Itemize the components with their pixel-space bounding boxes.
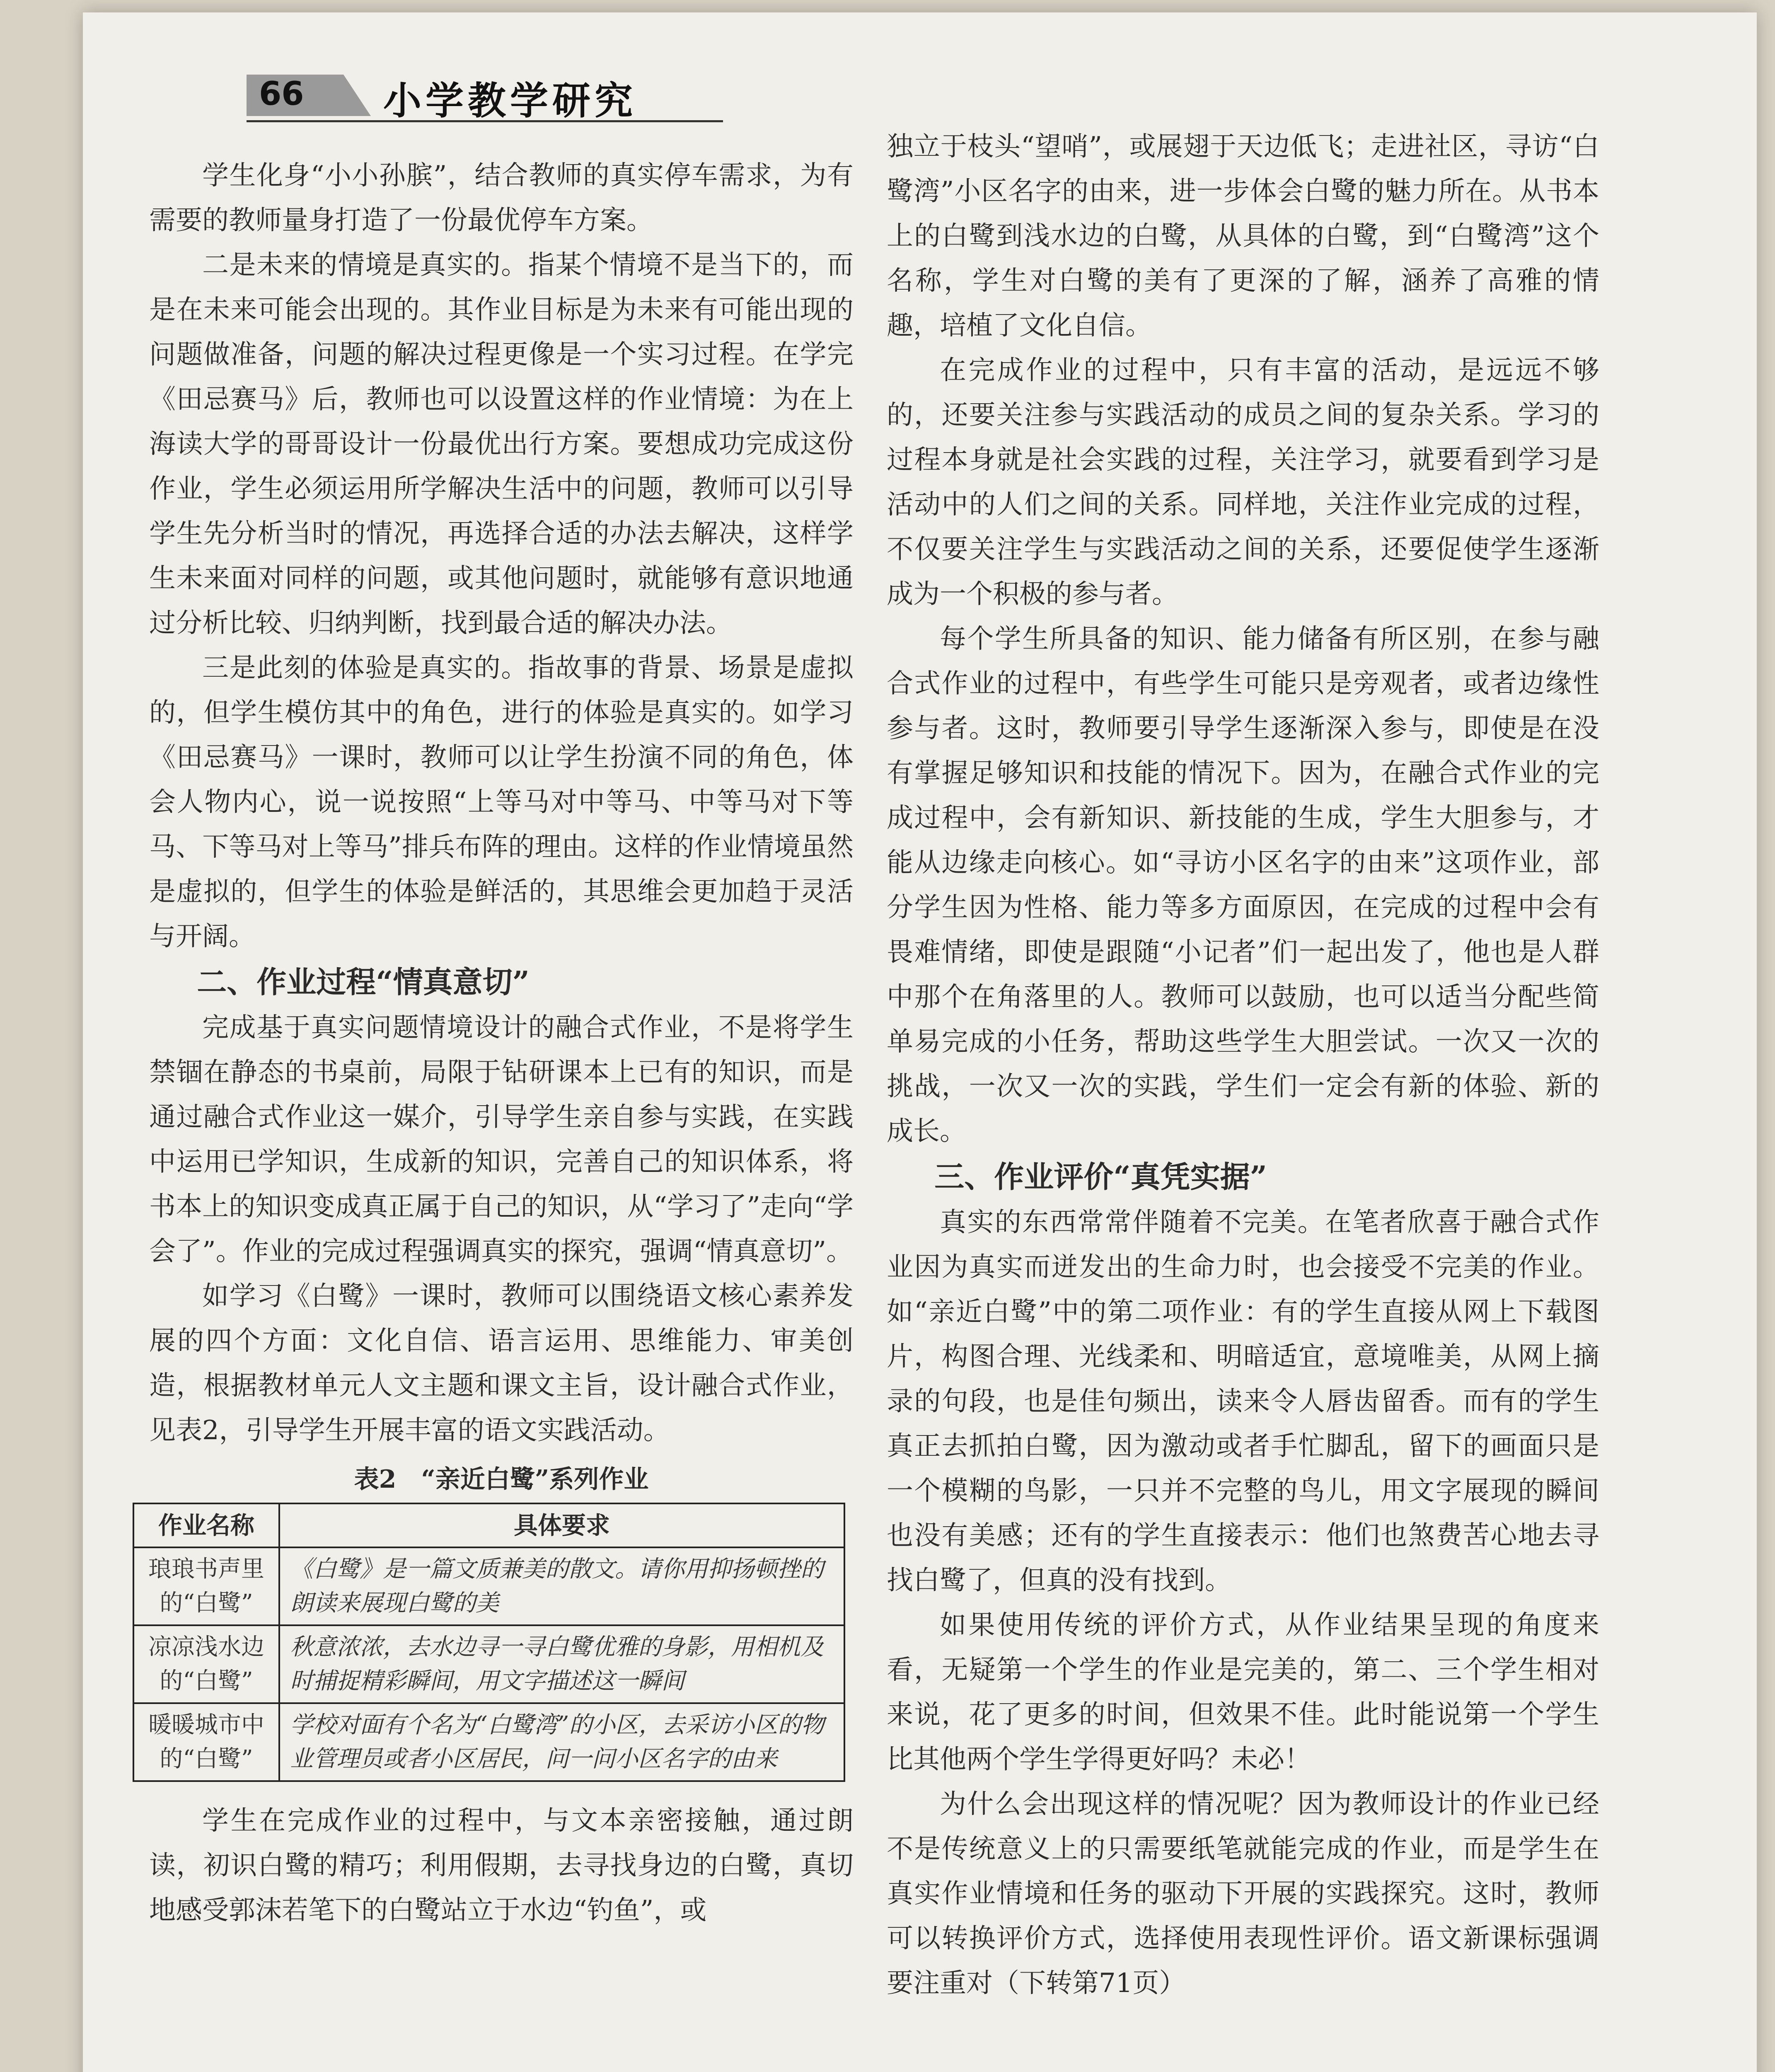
homework-requirement: 秋意浓浓，去水边寻一寻白鹭优雅的身影，用相机及时捕捉精彩瞬间，用文字描述这一瞬间 (279, 1625, 844, 1703)
page-header (247, 66, 723, 122)
column-header: 作业名称 (133, 1503, 279, 1547)
paragraph: 真实的东西常常伴随着不完美。在笔者欣喜于融合式作业因为真实而迸发出的生命力时，也会接受不完美的作业。如“亲近白鹭”中的第二项作业：有的学生直接从网上下载图片，构图合理、光线柔和、明暗适宜，意境唯美，从网上摘录的句段，也是佳句频出，读来令人唇齿留香。而有的学生真正去抓拍白鹭，因为激动或者手忙脚乱，留下的画面只是一个模糊的鸟影，一只并不完整的鸟儿，用文字展现的瞬间也没有美感；还有的学生直接表示：他们也煞费苦心地去寻找白鹭了，但真的没有找到。 (887, 1207, 1599, 1596)
paragraph: 三是此刻的体验是真实的。指故事的背景、场景是虚拟的，但学生模仿其中的角色，进行的体验是真实的。如学习《田忌赛马》一课时，教师可以让学生扮演不同的角色，体会人物内心，说一说按照“上等马对中等马、中等马对下等马、下等马对上等马”排兵布阵的理由。这样的作业情境虽然是虚拟的，但学生的体验是鲜活的，其思维会更加趋于灵活与开阔。 (149, 653, 854, 952)
homework-name: 暖暖城市中的“白鹭” (133, 1703, 279, 1781)
paragraph: 每个学生所具备的知识、能力储备有所区别，在参与融合式作业的过程中，有些学生可能只是旁观者，或者边缘性参与者。这时，教师要引导学生逐渐深入参与，即使是在没有掌握足够知识和技能的情况下。因为，在融合式作业的完成过程中，会有新知识、新技能的生成，学生大胆参与，才能从边缘走向核心。如“寻访小区名字的由来”这项作业，部分学生因为性格、能力等多方面原因，在完成的过程中会有畏难情绪，即使是跟随“小记者”们一起出发了，他也是人群中那个在角落里的人。教师可以鼓励，也可以适当分配些简单易完成的小任务，帮助这些学生大胆尝试。一次又一次的挑战，一次又一次的实践，学生们一定会有新的体验、新的成长。 (887, 624, 1599, 1147)
paragraph: 二是未来的情境是真实的。指某个情境不是当下的，而是在未来可能会出现的。其作业目标是为未来有可能出现的问题做准备，问题的解决过程更像是一个实习过程。在学完《田忌赛马》后，教师也可以设置这样的作业情境：为在上海读大学的哥哥设计一份最优出行方案。要想成功完成这份作业，学生必须运用所学解决生活中的问题，教师可以引导学生先分析当时的情况，再选择合适的办法去解决，这样学生未来面对同样的问题，或其他问题时，就能够有意识地通过分析比较、归纳判断，找到最合适的解决办法。 (149, 250, 854, 639)
homework-requirement: 《白鹭》是一篇文质兼美的散文。请你用抑扬顿挫的朗读来展现白鹭的美 (279, 1547, 844, 1625)
right-column (887, 124, 1599, 2006)
table-row (133, 1703, 844, 1781)
section-heading: 二、作业过程“情真意切” (197, 964, 530, 1000)
section-heading: 三、作业评价“真凭实据” (934, 1159, 1267, 1194)
homework-requirement: 学校对面有个名为“白鹭湾”的小区，去采访小区的物业管理员或者小区居民，问一问小区名字的由来 (279, 1703, 844, 1781)
paragraph: 独立于枝头“望哨”，或展翅于天边低飞；走进社区，寻访“白鹭湾”小区名字的由来，进一步体会白鹭的魅力所在。从书本上的白鹭到浅水边的白鹭，从具体的白鹭，到“白鹭湾”这个名称，学生对白鹭的美有了更深的了解，涵养了高雅的情趣，培植了文化自信。 (887, 131, 1599, 341)
paragraph: 为什么会出现这样的情况呢？因为教师设计的作业已经不是传统意义上的只需要纸笔就能完成的作业，而是学生在真实作业情境和任务的驱动下开展的实践探究。这时，教师可以转换评价方式，选择使用表现性评价。语文新课标强调要注重对（下转第71页） (887, 1789, 1599, 1999)
table-row (133, 1547, 844, 1625)
paragraph: 完成基于真实问题情境设计的融合式作业，不是将学生禁锢在静态的书桌前，局限于钻研课本上已有的知识，而是通过融合式作业这一媒介，引导学生亲自参与实践，在实践中运用已学知识，生成新的知识，完善自己的知识体系，将书本上的知识变成真正属于自己的知识，从“学习了”走向“学会了”。作业的完成过程强调真实的探究，强调“情真意切”。 (149, 1012, 854, 1267)
paragraph: 学生在完成作业的过程中，与文本亲密接触，通过朗读，初识白鹭的精巧；利用假期，去寻找身边的白鹭，真切地感受郭沫若笔下的白鹭站立于水边“钓鱼”，或 (149, 1806, 854, 1926)
paragraph: 如学习《白鹭》一课时，教师可以围绕语文核心素养发展的四个方面：文化自信、语言运用、思维能力、审美创造，根据教材单元人文主题和课文主旨，设计融合式作业，见表2，引导学生开展丰富的语文实践活动。 (149, 1281, 854, 1446)
paragraph: 如果使用传统的评价方式，从作业结果呈现的角度来看，无疑第一个学生的作业是完美的，第二、三个学生相对来说，花了更多的时间，但效果不佳。此时能说第一个学生比其他两个学生学得更好吗？未必！ (887, 1610, 1599, 1775)
homework-table (133, 1503, 845, 1782)
homework-name: 凉凉浅水边的“白鹭” (133, 1625, 279, 1703)
column-header: 具体要求 (279, 1503, 844, 1547)
paragraph: 学生化身“小小孙膑”，结合教师的真实停车需求，为有需要的教师量身打造了一份最优停车方案。 (149, 160, 854, 236)
table-header-row (133, 1503, 844, 1547)
journal-title: 小学教学研究 (383, 78, 637, 123)
table-caption: 表2 “亲近白鹭”系列作业 (354, 1465, 649, 1494)
homework-name: 琅琅书声里的“白鹭” (133, 1547, 279, 1625)
paragraph: 在完成作业的过程中，只有丰富的活动，是远远不够的，还要关注参与实践活动的成员之间的复杂关系。学习的过程本身就是社会实践的过程，关注学习，就要看到学习是活动中的人们之间的关系。同样地，关注作业完成的过程，不仅要关注学生与实践活动之间的关系，还要促使学生逐渐成为一个积极的参与者。 (887, 355, 1599, 610)
left-column (149, 153, 854, 1933)
page-number: 66 (259, 75, 304, 113)
table-row (133, 1625, 844, 1703)
